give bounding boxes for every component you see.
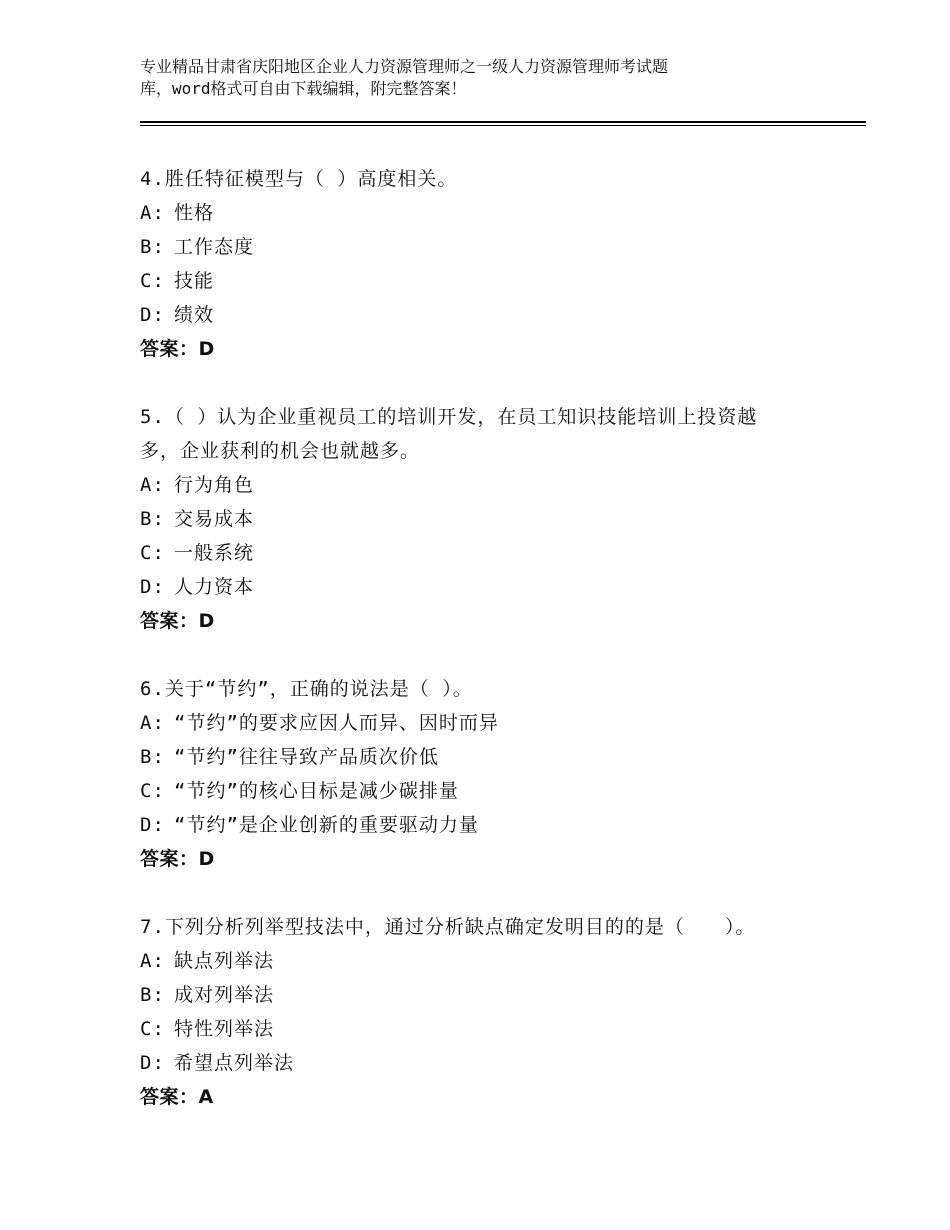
option-d [140,570,840,604]
header-line-1: 专业精品甘肃省庆阳地区企业人力资源管理师之一级人力资源管理师考试题 [140,57,669,76]
option-a [140,706,840,740]
question-list [140,162,840,1114]
question-block [140,910,840,1114]
header-line-2: 库，word格式可自由下载编辑，附完整答案！ [140,79,467,98]
header-divider-thick [140,121,866,123]
option-key: B: [140,984,165,1006]
option-text: 绩效 [174,304,215,326]
option-b [140,740,840,774]
option-key: C: [140,780,165,802]
question-stem-line: 6.关于“节约”，正确的说法是（ ）。 [140,678,473,700]
question-block [140,162,840,366]
question-stem [140,400,840,468]
option-d [140,298,840,332]
question-stem-line: 多，企业获利的机会也就越多。 [140,440,421,462]
option-text: “节约”是企业创新的重要驱动力量 [174,814,479,836]
option-d [140,808,840,842]
option-b [140,502,840,536]
option-key: A: [140,712,165,734]
option-c [140,536,840,570]
option-text: “节约”的核心目标是减少碳排量 [174,780,459,802]
option-text: 特性列举法 [174,1018,275,1040]
option-key: C: [140,270,165,292]
option-key: B: [140,746,165,768]
header-divider-thin [140,125,866,126]
question-spacer [140,876,840,910]
option-text: 行为角色 [174,474,255,496]
option-key: B: [140,508,165,530]
option-key: A: [140,202,165,224]
option-text: 人力资本 [174,576,255,598]
option-key: C: [140,1018,165,1040]
option-c [140,774,840,808]
question-stem [140,672,840,706]
option-text: 希望点列举法 [174,1052,295,1074]
question-stem [140,910,840,944]
option-a [140,468,840,502]
option-key: A: [140,950,165,972]
option-c [140,1012,840,1046]
option-text: 成对列举法 [174,984,275,1006]
answer-line: 答案：D [140,610,215,632]
option-key: A: [140,474,165,496]
question-stem-line: 5.（ ）认为企业重视员工的培训开发，在员工知识技能培训上投资越 [140,406,758,428]
answer-line: 答案：D [140,338,215,360]
option-d [140,1046,840,1080]
option-c [140,264,840,298]
option-key: D: [140,304,165,326]
question-spacer [140,638,840,672]
answer-line: 答案：D [140,848,215,870]
option-text: 交易成本 [174,508,255,530]
answer-line: 答案：A [140,1086,214,1108]
option-text: 缺点列举法 [174,950,275,972]
option-text: 工作态度 [174,236,255,258]
option-text: 一般系统 [174,542,255,564]
option-key: D: [140,814,165,836]
option-key: C: [140,542,165,564]
option-b [140,230,840,264]
document-header [140,56,780,100]
option-text: 技能 [174,270,215,292]
question-block [140,400,840,638]
question-spacer [140,366,840,400]
option-text: 性格 [174,202,215,224]
question-block [140,672,840,876]
question-stem-line: 7.下列分析列举型技法中，通过分析缺点确定发明目的的是（ ）。 [140,916,756,938]
option-a [140,944,840,978]
option-text: “节约”往往导致产品质次价低 [174,746,439,768]
question-stem-line: 4.胜任特征模型与（ ）高度相关。 [140,168,458,190]
question-stem [140,162,840,196]
option-key: D: [140,576,165,598]
option-key: B: [140,236,165,258]
option-b [140,978,840,1012]
option-key: D: [140,1052,165,1074]
option-a [140,196,840,230]
option-text: “节约”的要求应因人而异、因时而异 [174,712,499,734]
